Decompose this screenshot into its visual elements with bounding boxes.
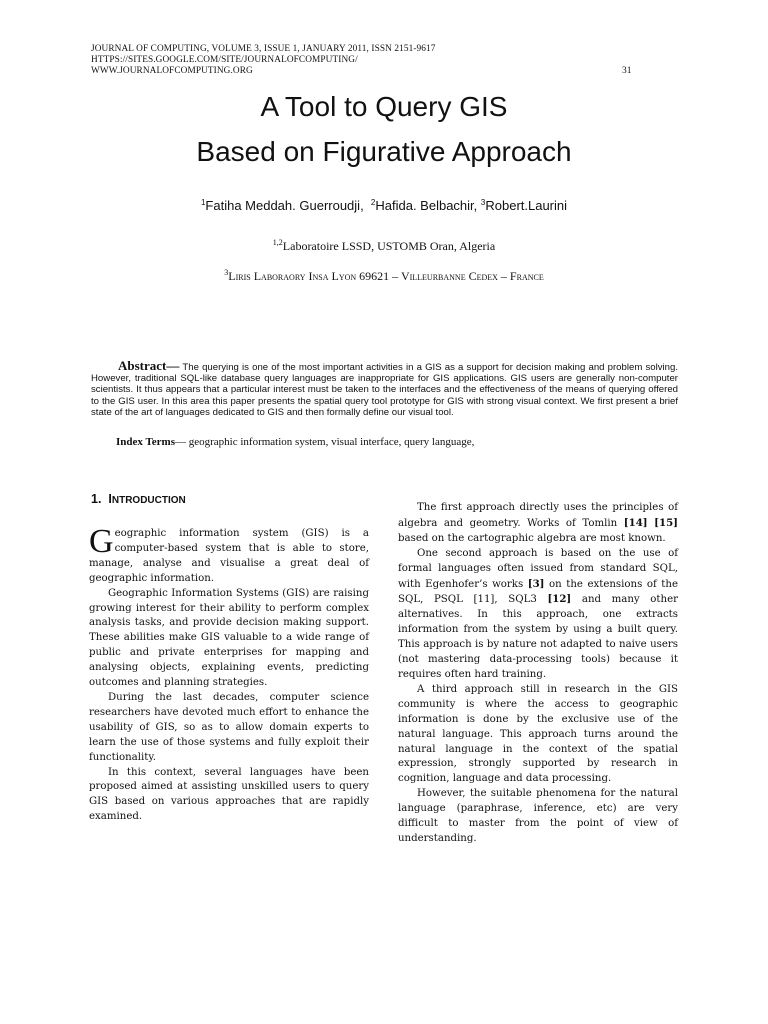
affiliation-2 bbox=[0, 268, 768, 284]
paragraph bbox=[398, 547, 678, 683]
section-title-initial: I bbox=[108, 492, 112, 506]
section-heading bbox=[91, 492, 186, 506]
index-terms-label: Index Terms bbox=[116, 436, 175, 448]
section-title-rest: NTRODUCTION bbox=[111, 495, 186, 506]
author-2-marker: 2 bbox=[370, 198, 376, 207]
paragraph bbox=[89, 523, 369, 587]
affiliation-1 bbox=[0, 238, 768, 254]
citation-15: [15] bbox=[654, 516, 678, 529]
section-number: 1. bbox=[91, 492, 102, 506]
page-number: 31 bbox=[622, 66, 632, 76]
paragraph-text: eographic information system (GIS) is a computer-based system that is able to store, manage, analyse and visualise a great deal of geographic information. bbox=[89, 528, 369, 584]
paper-title-line-2: Based on Figurative Approach bbox=[196, 136, 572, 167]
paragraph-text: One second approach is based on the use of formal languages often issued from standard SQL, with Egenhofer’s works bbox=[398, 547, 678, 590]
citation-14: [14] bbox=[623, 516, 648, 529]
author-1-marker: 1 bbox=[200, 198, 206, 207]
abstract bbox=[91, 360, 678, 418]
author-1: Fatiha Meddah. Guerroudji, bbox=[205, 198, 364, 213]
author-3-marker: 3 bbox=[480, 198, 486, 207]
paper-title-line-1: A Tool to Query GIS bbox=[260, 91, 508, 122]
paragraph: During the last decades, computer science researchers have devoted much effort to enhance the usability of GIS, so as to allow domain experts to learn the use of those systems and fully exploit their functionality. bbox=[89, 691, 369, 763]
citation-3: [3] bbox=[527, 577, 545, 590]
paragraph: In this context, several languages have been proposed aimed at assisting unskilled users to query GIS based on various approaches that are rapidly examined. bbox=[89, 766, 369, 823]
affiliation-1-text: Laboratoire LSSD, USTOMB Oran, Algeria bbox=[282, 239, 496, 253]
journal-header-line-3: WWW.JOURNALOFCOMPUTING.ORG bbox=[91, 66, 253, 76]
paragraph: A third approach still in research in the GIS community is where the access to geographic information is done by the exclusive use of the natural language. This approach turns around the natural language in the context of the spatial expression, strongly supported by research in cognition, language and data processing. bbox=[398, 683, 678, 785]
drop-cap: G bbox=[89, 523, 114, 560]
affiliation-1-marker: 1,2 bbox=[272, 238, 283, 247]
paragraph-text: The first approach directly uses the principles of algebra and geometry. Works of Tomlin bbox=[398, 502, 678, 529]
left-column bbox=[89, 523, 369, 825]
affiliation-2-marker: 3 bbox=[224, 268, 229, 277]
paragraph bbox=[398, 501, 678, 547]
paragraph: However, the suitable phenomena for the natural language (paraphrase, inference, etc) are very difficult to master from the point of view of understanding. bbox=[398, 788, 678, 844]
paragraph-text: based on the cartographic algebra are most known. bbox=[398, 532, 666, 544]
paragraph-text: on the extensions of the SQL, PSQL [11], SQL3 bbox=[398, 578, 678, 606]
author-3: Robert.Laurini bbox=[485, 198, 568, 213]
author-list bbox=[0, 198, 768, 213]
right-column bbox=[398, 501, 678, 847]
author-2: Hafida. Belbachir, bbox=[375, 198, 478, 213]
paragraph-text: and many other alternatives. In this approach, one extracts information from the system by using a built query. This approach is by nature not adapted to naive users (not mastering data-processing tools) because it requires often hard training. bbox=[398, 594, 678, 680]
citation-12: [12] bbox=[547, 593, 572, 606]
journal-header-line-2: HTTPS://SITES.GOOGLE.COM/SITE/JOURNALOFCOMPUTING/ bbox=[91, 55, 358, 65]
abstract-text: The querying is one of the most important activities in a GIS as a support for decision making and problem solving. However, traditional SQL-like database query languages are inappropriate for GIS applications. GIS users are generally non-computer scientists. It thus appears that a particular interest must be taken to the interfaces and the effectiveness of the means of querying offered to the GIS user. In this area this paper presents the spatial query tool prototype for GIS with strong visual context. We first present a brief state of the art of languages dedicated to GIS and then formally define our visual tool. bbox=[91, 362, 678, 418]
index-terms-text: — geographic information system, visual interface, query language, bbox=[175, 436, 475, 448]
paragraph: Geographic Information Systems (GIS) are raising growing interest for their ability to perform complex analysis tasks, and provide decision making support. These abilities make GIS valuable to a wide range of public and private enterprises for mapping and analysing objects, explaining events, predicting outcomes and planning strategies. bbox=[89, 587, 369, 689]
journal-header-line-1: JOURNAL OF COMPUTING, VOLUME 3, ISSUE 1, JANUARY 2011, ISSN 2151-9617 bbox=[91, 44, 436, 54]
journal-header bbox=[91, 44, 436, 77]
abstract-label: Abstract— bbox=[118, 358, 180, 373]
affiliation-2-text: Liris Laboraory Insa Lyon 69621 – Villeurbanne Cedex – France bbox=[228, 269, 544, 283]
index-terms bbox=[116, 436, 474, 448]
